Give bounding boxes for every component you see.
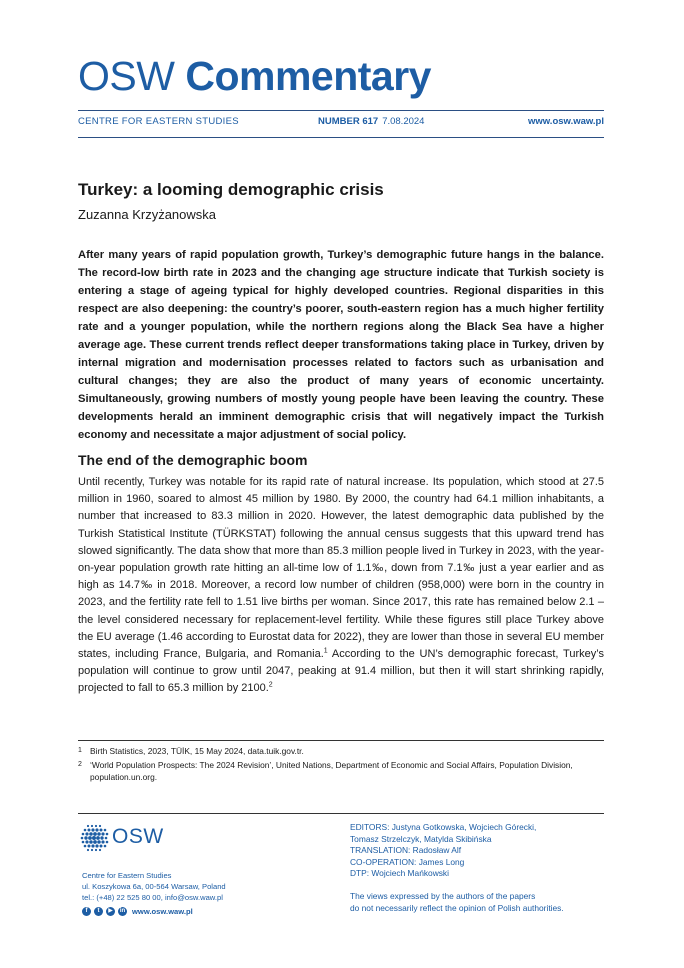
body-text-part2: According to the UN’s demographic forecast, Turkey’s population will continue to grow until 2047, peaking at 91.4 million, but then it will start shrinking rapidly, projected to fall to 65.3 million by 2100. bbox=[78, 648, 604, 695]
brand-osw: OSW bbox=[78, 53, 175, 99]
header-rule-top bbox=[78, 110, 604, 111]
issue-number: NUMBER 617 bbox=[318, 116, 379, 127]
section-heading: The end of the demographic boom bbox=[78, 452, 308, 468]
header-rule-bottom bbox=[78, 137, 604, 138]
twitter-icon[interactable]: t bbox=[94, 907, 103, 916]
credit-line: DTP: Wojciech Mańkowski bbox=[350, 868, 449, 878]
youtube-icon[interactable]: ▶ bbox=[106, 907, 115, 916]
credit-line: TRANSLATION: Radosław Alf bbox=[350, 845, 462, 855]
credit-line: EDITORS: Justyna Gotkowska, Wojciech Górecki, bbox=[350, 822, 537, 832]
header-website-link[interactable]: www.osw.waw.pl bbox=[527, 116, 604, 127]
address-line[interactable]: tel.: (+48) 22 525 80 00, info@osw.waw.pl bbox=[82, 893, 223, 902]
footer-address bbox=[82, 870, 226, 903]
issue-date: 7.08.2024 bbox=[382, 116, 425, 127]
footnotes bbox=[78, 745, 604, 785]
footnote-rule bbox=[78, 740, 604, 741]
lead-paragraph: After many years of rapid population growth, Turkey’s demographic future hangs in the balance. The record-low birth rate in 2023 and the changing age structure indicate that Turkish society is entering a stage of ageing typical for highly developed countries. Regional disparities in this respect are also deepening: the country’s poorer, south-eastern region has a much higher fertility rate and a younger population, while the northern regions along the Black Sea have a higher average age. These current trends reflect deeper transformations taking place in Turkey, driven by internal migration and modernisation processes related to factors such as urbanisation and cultural changes; they are also the product of many years of economic uncertainty. Simultaneously, growing numbers of mostly young people have been leaving the country. These developments herald an imminent demographic crisis that will negatively impact the Turkish economy and necessitate a major adjustment of social policy. bbox=[78, 249, 604, 441]
disclaimer-line: do not necessarily reflect the opinion of Polish authorities. bbox=[350, 902, 564, 913]
disclaimer bbox=[350, 891, 564, 914]
footer-website-link[interactable]: www.osw.waw.pl bbox=[132, 906, 193, 916]
footnote-number: 1 bbox=[78, 747, 82, 754]
article-title: Turkey: a looming demographic crisis bbox=[78, 180, 384, 199]
disclaimer-line: The views expressed by the authors of the papers bbox=[350, 891, 536, 901]
footer-rule bbox=[78, 813, 604, 814]
article-author: Zuzanna Krzyżanowska bbox=[78, 207, 217, 222]
body-paragraph bbox=[78, 474, 604, 698]
footnote-text: Birth Statistics, 2023, TÜİK, 15 May 2024, data.tuik.gov.tr. bbox=[90, 746, 304, 756]
footnote-ref-1[interactable]: 1 bbox=[323, 647, 328, 655]
footnote-item bbox=[78, 745, 604, 757]
editorial-credits bbox=[350, 822, 536, 880]
centre-name: CENTRE FOR EASTERN STUDIES bbox=[78, 116, 239, 127]
facebook-icon[interactable]: f bbox=[82, 907, 91, 916]
issue-info bbox=[318, 116, 424, 127]
footnote-text: ‘World Population Prospects: The 2024 Revision’, United Nations, Department of Economic and Social Affairs, Population Division, population.un.org. bbox=[90, 760, 573, 782]
footnote-item bbox=[78, 759, 604, 783]
body-text-part1: Until recently, Turkey was notable for its rapid rate of natural increase. Its population, which stood at 27.5 million in 1960, soared to almost 45 million by 1980. By 2000, the country had 64.1 million inhabitants, a number that increased to 83.3 million in 2020. However, the latest demographic data published by the Turkish Statistical Institute (TÜRKSTAT) following the annual census suggests that this upward trend has slowed significantly. The data show that more than 85.3 million people lived in Turkey in 2023, with the year-on-year population growth rate hitting an all-time low of 1.1‰, down from 7.1‰ just a year earlier and as high as 14.7‰ in 2018. Moreover, a record low number of children (958,000) were born in the country in 2023, and the fertility rate fell to 1.51 live births per woman. Since 2017, this rate has remained below 2.1 – the level considered necessary for replacement-level fertility. While these figures still place Turkey above the EU average (1.46 according to Eurostat data for 2022), they are lower than those in several EU member states, including France, Bulgaria, and Romania. bbox=[78, 476, 604, 661]
footnote-number: 2 bbox=[78, 761, 82, 768]
brand-commentary: Commentary bbox=[185, 53, 431, 99]
credit-line: CO-OPERATION: James Long bbox=[350, 856, 465, 867]
address-line: Centre for Eastern Studies bbox=[82, 871, 172, 880]
footnote-ref-2[interactable]: 2 bbox=[268, 681, 273, 689]
header-meta bbox=[78, 116, 604, 130]
linkedin-icon[interactable]: in bbox=[119, 907, 126, 914]
publication-brand bbox=[78, 52, 431, 100]
address-line: ul. Koszykowa 6a, 00-564 Warsaw, Poland bbox=[82, 882, 226, 891]
social-links bbox=[82, 905, 193, 917]
credit-line: Tomasz Strzelczyk, Matylda Skibińska bbox=[350, 833, 492, 844]
footer-logo-text: OSW bbox=[112, 825, 164, 848]
